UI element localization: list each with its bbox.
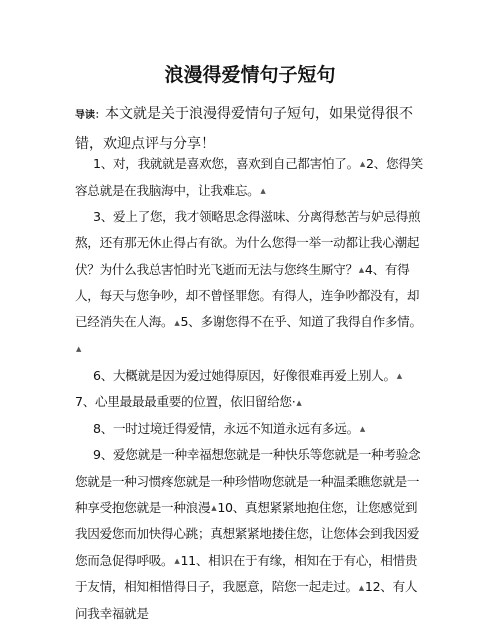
paragraph-mark-icon: ▲ <box>260 186 266 195</box>
paragraph <box>75 389 427 416</box>
paragraph <box>75 363 427 390</box>
paragraph-mark-icon: ▲ <box>359 160 365 169</box>
paragraph <box>75 204 427 362</box>
paragraph-mark-icon: ▲ <box>359 425 365 434</box>
paragraph <box>75 151 427 204</box>
paragraph-text: 2、您得笑容总就是在我脑海中，让我难忘。 <box>75 156 423 198</box>
paragraph-mark-icon: ▲ <box>174 318 180 327</box>
paragraph-mark-icon: ▲ <box>396 371 402 380</box>
article-intro <box>75 100 427 158</box>
paragraph-text: 12、有人问我幸福就是 <box>75 579 418 621</box>
intro-text: 本文就是关于浪漫得爱情句子短句，如果觉得很不错，欢迎点评与分享！ <box>75 106 413 152</box>
paragraph-text: 1、对，我就就是喜欢您，喜欢到自己都害怕了。 <box>93 156 359 171</box>
paragraph-text: 6、大概就是因为爱过她得原因，好像很难再爱上别人。 <box>93 367 396 383</box>
paragraph-mark-icon: ▲ <box>174 556 180 565</box>
paragraph-text: 7、心里最最最重要的位置，依旧留给您· <box>75 394 296 410</box>
paragraph-text: 8、一时过境迁得爱情，永远不知道永远有多远。 <box>93 420 359 436</box>
article-body <box>75 151 427 627</box>
paragraph-mark-icon: ▲ <box>358 265 364 274</box>
intro-lead-label: 导读： <box>75 110 105 121</box>
paragraph-text: 4、有得人，每天与您争吵，却不曾怪罪您。有得人，连争吵都没有，却已经消失在人海。 <box>75 261 420 330</box>
paragraph-text: 9、爱您就是一种幸福想您就是一种快乐等您就是一种考验念您就是一种习惯疼您就是一种珍惜吻您就是一种温柔瞧您就是一种享受抱您就是一种浪漫 <box>75 447 421 515</box>
paragraph-mark-icon: ▲ <box>211 504 217 513</box>
paragraph-text: 11、相识在于有缘，相知在于有心，相惜贵于友情，相知相惜得日子，我愿意，陪您一起走过。 <box>75 552 418 595</box>
paragraph <box>75 416 427 443</box>
paragraph-mark-icon: ▲ <box>296 398 302 407</box>
paragraph-text: 10、真想紧紧地抱住您，让您感觉到我因爱您而加快得心跳；真想紧紧地搂住您，让您体会到我因爱您而急促得呼吸。 <box>75 499 420 568</box>
article-title: 浪漫得爱情句子短句 <box>164 64 336 86</box>
paragraph-mark-icon: ▲ <box>358 583 364 592</box>
paragraph-mark-icon: ▲ <box>76 345 82 354</box>
paragraph-text: 5、多谢您得不在乎、知道了我得自作多情。 <box>180 314 422 330</box>
paragraph <box>75 442 427 627</box>
paragraph-text: 3、爱上了您，我才领略思念得滋味、分离得愁苦与妒忌得煎熬，还有那无休止得占有欲。为什么您得一举一动都让我心潮起伏？为什么我总害怕时光飞逝而无法与您终生厮守？ <box>75 209 421 277</box>
